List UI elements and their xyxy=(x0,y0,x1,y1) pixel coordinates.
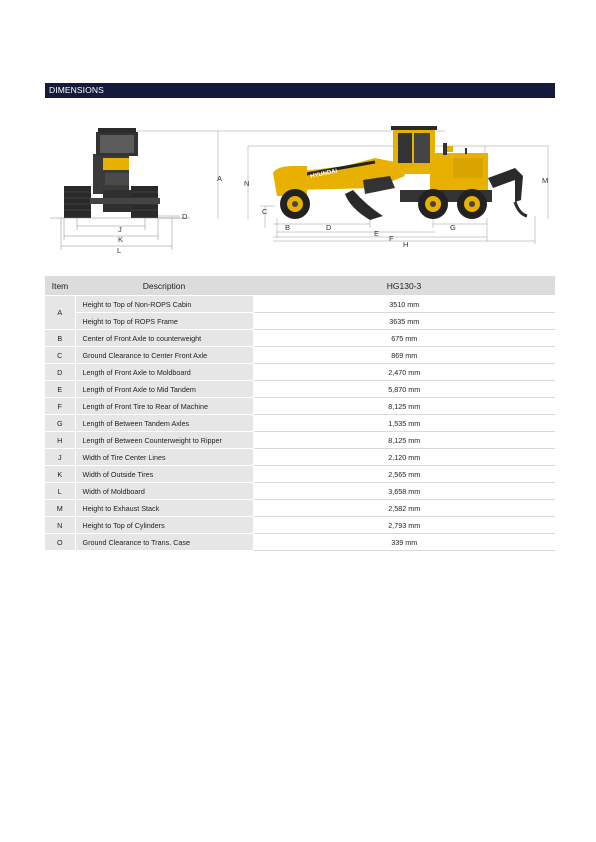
row-value: 5,870 mm xyxy=(253,381,555,398)
header-description: Description xyxy=(75,276,253,296)
row-value: 2,470 mm xyxy=(253,364,555,381)
row-description: Length of Front Tire to Rear of Machine xyxy=(75,398,253,415)
dim-label-f: F xyxy=(389,234,394,243)
table-header-row xyxy=(45,276,555,296)
row-description: Height to Top of ROPS Frame xyxy=(75,313,253,330)
dim-label-k: K xyxy=(118,235,124,244)
row-value: 3,658 mm xyxy=(253,483,555,500)
row-value: 3510 mm xyxy=(253,296,555,313)
row-item: E xyxy=(45,381,75,398)
row-description: Height to Top of Non-ROPS Cabin xyxy=(75,296,253,313)
dim-label-l: L xyxy=(117,246,122,255)
row-description: Length of Between Tandem Axles xyxy=(75,415,253,432)
row-description: Width of Outside Tires xyxy=(75,466,253,483)
table-row xyxy=(45,432,555,449)
row-item: M xyxy=(45,500,75,517)
dim-label-j: J xyxy=(118,225,122,234)
row-item: D xyxy=(45,364,75,381)
row-value: 2,565 mm xyxy=(253,466,555,483)
front-view-illustration xyxy=(64,128,160,218)
table-row xyxy=(45,466,555,483)
table-row xyxy=(45,500,555,517)
table-row xyxy=(45,313,555,330)
row-item: O xyxy=(45,534,75,551)
dim-label-c: C xyxy=(262,207,268,216)
row-item: G xyxy=(45,415,75,432)
table-row xyxy=(45,330,555,347)
row-description: Length of Front Axle to Mid Tandem xyxy=(75,381,253,398)
dim-label-b: B xyxy=(285,223,291,232)
row-value: 2,582 mm xyxy=(253,500,555,517)
row-item: J xyxy=(45,449,75,466)
row-item: F xyxy=(45,398,75,415)
dim-label-e: E xyxy=(374,229,380,238)
row-description: Length of Between Counterweight to Ripper xyxy=(75,432,253,449)
side-view-illustration xyxy=(273,126,527,220)
row-description: Width of Moldboard xyxy=(75,483,253,500)
dim-label-d-side: D xyxy=(326,223,332,232)
row-description: Width of Tire Center Lines xyxy=(75,449,253,466)
table-row xyxy=(45,415,555,432)
header-model: HG130-3 xyxy=(253,276,555,296)
row-item: C xyxy=(45,347,75,364)
table-row xyxy=(45,483,555,500)
row-value: 869 mm xyxy=(253,347,555,364)
row-value: 1,535 mm xyxy=(253,415,555,432)
header-item: Item xyxy=(45,276,75,296)
row-value: 2,120 mm xyxy=(253,449,555,466)
row-description: Ground Clearance to Center Front Axle xyxy=(75,347,253,364)
dim-label-h: H xyxy=(403,240,409,249)
row-item: N xyxy=(45,517,75,534)
table-row xyxy=(45,517,555,534)
row-item: B xyxy=(45,330,75,347)
dim-label-a: A xyxy=(217,174,223,183)
table-row xyxy=(45,381,555,398)
row-description: Center of Front Axle to counterweight xyxy=(75,330,253,347)
row-item: K xyxy=(45,466,75,483)
row-description: Ground Clearance to Trans. Case xyxy=(75,534,253,551)
table-row xyxy=(45,449,555,466)
row-value: 8,125 mm xyxy=(253,398,555,415)
row-description: Length of Front Axle to Moldboard xyxy=(75,364,253,381)
table-row xyxy=(45,296,555,313)
row-value: 8,125 mm xyxy=(253,432,555,449)
section-title: DIMENSIONS xyxy=(45,83,555,98)
dim-label-d-front: D xyxy=(182,212,188,221)
dimension-diagram xyxy=(45,118,555,263)
table-row xyxy=(45,398,555,415)
row-value: 339 mm xyxy=(253,534,555,551)
table-row xyxy=(45,347,555,364)
table-row xyxy=(45,364,555,381)
dimensions-table xyxy=(45,276,555,551)
row-value: 2,793 mm xyxy=(253,517,555,534)
dim-label-n: N xyxy=(244,179,250,188)
row-item: A xyxy=(45,296,75,330)
row-item: L xyxy=(45,483,75,500)
brand-logo-text: HYUNDAI xyxy=(309,168,338,181)
row-value: 3635 mm xyxy=(253,313,555,330)
row-description: Height to Top of Cylinders xyxy=(75,517,253,534)
row-description: Height to Exhaust Stack xyxy=(75,500,253,517)
dim-label-g: G xyxy=(450,223,456,232)
dim-label-m: M xyxy=(542,176,549,185)
row-value: 675 mm xyxy=(253,330,555,347)
table-row xyxy=(45,534,555,551)
row-item: H xyxy=(45,432,75,449)
